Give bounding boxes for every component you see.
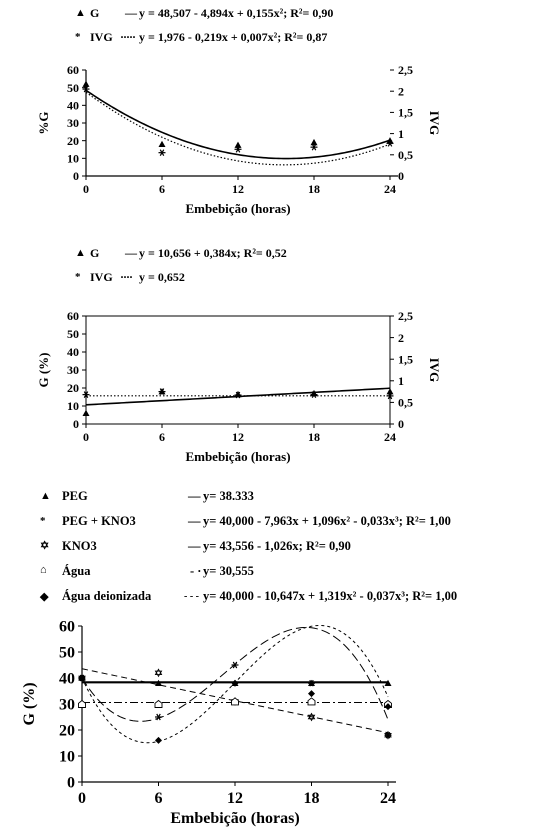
chart3-series--gua-point-shape (308, 698, 315, 705)
chart3-x-tick-label: 6 (154, 790, 163, 807)
legend-series-name: G (90, 246, 100, 260)
chart1-y-tick-label: 60 (67, 63, 79, 78)
chart1-y-tick-label: 40 (67, 98, 79, 113)
legend-line-sample: ····· (120, 30, 136, 44)
chart2-y-tick-label: 50 (67, 327, 79, 342)
chart1-y2-tick-label: 2,5 (398, 63, 413, 78)
legend-series-name: Água (62, 564, 91, 578)
house-marker-icon: ⌂ (40, 564, 47, 576)
chart1-y-tick-label: 20 (67, 133, 79, 148)
legend-equation: y= 40,000 - 10,647x + 1,319x² - 0,037x³; R²= 1,00 (203, 589, 458, 603)
chart3-series--gua-point (232, 698, 239, 705)
chart1-y-tick-label: 0 (73, 169, 79, 184)
chart2-y-tick-label: 40 (67, 345, 79, 360)
chart1-x-tick-label: 0 (83, 182, 89, 196)
chart3-y-tick-label: 0 (67, 774, 75, 792)
chart2-series-g-point (83, 410, 90, 416)
legend-equation: y = 48,507 - 4,894x + 0,155x²; R²= 0,90 (139, 6, 334, 20)
chart1-series-g-point-shape (83, 81, 90, 87)
chart2-y2-tick-label: 0 (398, 417, 404, 432)
chart2-x-tick-label: 18 (308, 430, 320, 444)
legend-line-sample: — (188, 489, 201, 503)
chart1-x-tick-label: 24 (384, 182, 396, 196)
legend-line-sample: - - - (184, 591, 199, 602)
legend-equation: y= 38.333 (203, 489, 254, 503)
chart3-series--gua-deionizada-point-shape (155, 737, 162, 744)
chart2-y2-axis-label: IVG (427, 357, 442, 383)
chart3-series--gua-point (308, 698, 315, 705)
chart3-x-tick-label: 0 (78, 790, 86, 807)
chart3-series-peg-kno3-fit-line (82, 627, 388, 721)
chart1-series-g-point (159, 141, 166, 147)
chart2-y-tick-label: 60 (67, 309, 79, 324)
legend-series-name: IVG (90, 30, 113, 44)
legend-line-sample: - · (190, 564, 202, 578)
legend-line-sample: — (188, 514, 201, 528)
chart3-series-peg-kno3-point (232, 662, 239, 668)
chart2-x-axis-label: Embebição (horas) (185, 449, 291, 464)
chart2-y-axis-label: G (%) (36, 352, 51, 388)
legend-series-name: PEG (62, 489, 88, 503)
legend-series-name: IVG (90, 270, 113, 284)
chart3-series--gua-point (155, 701, 162, 708)
chart3-series--gua-deionizada-point-shape (308, 690, 315, 697)
chart2-x-tick-label: 12 (232, 430, 244, 444)
chart2-series-g-point-shape (83, 410, 90, 416)
chart1-y2-tick-label: 0 (398, 169, 404, 184)
chart3-x-axis-label: Embebição (horas) (170, 810, 300, 827)
chart1-x-axis-label: Embebição (horas) (185, 201, 291, 216)
chart1-series-g-point (311, 139, 318, 145)
chart2-y-tick-label: 0 (73, 417, 79, 432)
hexstar-marker-icon: ✡ (40, 540, 50, 552)
chart3-y-tick-label: 30 (59, 696, 75, 714)
chart1-series-g-point-shape (159, 141, 166, 147)
legend-equation: y = 0,652 (139, 270, 185, 284)
chart3-series--gua-deionizada-point (155, 737, 162, 744)
chart1-x-tick-label: 6 (159, 182, 165, 196)
chart2-x-tick-label: 6 (159, 430, 165, 444)
star-marker-icon: * (75, 271, 81, 283)
chart1-y2-tick-label: 2 (398, 84, 404, 99)
chart2-plot-frame (86, 316, 390, 424)
chart1-y-tick-label: 10 (67, 151, 79, 166)
triangle-marker-icon: ▲ (75, 7, 86, 19)
legend-equation: y= 40,000 - 7,963x + 1,096x² - 0,033x³; R²= 1,00 (203, 514, 451, 528)
chart3-series-kno3-point-shape (155, 669, 161, 676)
chart3-x-tick-label: 24 (380, 790, 396, 807)
chart2-y-tick-label: 10 (67, 399, 79, 414)
legend-line-sample: — (188, 539, 201, 553)
chart2-y-tick-label: 30 (67, 363, 79, 378)
triangle-marker-icon: ▲ (40, 490, 51, 502)
chart1-y-axis-label: %G (36, 111, 51, 135)
chart2-y2-tick-label: 1,5 (398, 352, 413, 367)
chart1-x-tick-label: 12 (232, 182, 244, 196)
chart2-x-tick-label: 24 (384, 430, 396, 444)
legend-equation: y= 30,555 (203, 564, 254, 578)
chart1-y2-tick-label: 1 (398, 126, 404, 141)
legend-equation: y = 10,656 + 0,384x; R²= 0,52 (139, 246, 287, 260)
legend-series-name: G (90, 6, 100, 20)
chart3-y-tick-label: 60 (59, 618, 75, 636)
chart3-y-tick-label: 20 (59, 722, 75, 740)
chart2-y2-tick-label: 0,5 (398, 395, 413, 410)
chart3-y-axis-label: G (%) (21, 682, 38, 726)
chart1-series-g-point-shape (311, 139, 318, 145)
chart3-series--gua-point (79, 701, 86, 708)
chart3-series-kno3-point (155, 669, 161, 676)
chart1-series-g-point-shape (235, 142, 242, 148)
chart1-y-tick-label: 50 (67, 80, 79, 95)
star-marker-icon: * (75, 31, 81, 43)
chart3-x-tick-label: 12 (227, 790, 243, 807)
chart2-y2-tick-label: 2 (398, 330, 404, 345)
chart3-series--gua-point-shape (155, 701, 162, 708)
chart1-series-g-point (235, 142, 242, 148)
chart2-y-tick-label: 20 (67, 381, 79, 396)
legend-series-name: KNO3 (62, 539, 97, 553)
chart2-x-tick-label: 0 (83, 430, 89, 444)
chart2-y2-tick-label: 1 (398, 374, 404, 388)
legend-equation: y = 1,976 - 0,219x + 0,007x²; R²= 0,87 (139, 30, 328, 44)
chart3-x-tick-label: 18 (303, 790, 320, 807)
chart1-y2-tick-label: 0,5 (398, 148, 413, 162)
chart1-x-tick-label: 18 (308, 182, 320, 196)
chart3-y-tick-label: 40 (59, 670, 75, 688)
legend-equation: y= 43,556 - 1,026x; R²= 0,90 (203, 539, 351, 553)
legend-line-sample: — (125, 6, 137, 20)
chart3-y-tick-label: 50 (59, 644, 75, 662)
chart1-series-ivg-point (159, 150, 166, 156)
chart3-series--gua-point-shape (232, 698, 239, 705)
chart1-y2-axis-label: IVG (427, 110, 442, 136)
star-marker-icon: * (40, 515, 46, 527)
chart3-y-tick-label: 10 (59, 748, 75, 766)
chart1-y2-tick-label: 1,5 (398, 105, 413, 120)
chart3-series--gua-deionizada-point (308, 690, 315, 697)
triangle-marker-icon: ▲ (75, 247, 86, 259)
legend-line-sample: — (125, 246, 137, 260)
chart2-y2-tick-label: 2,5 (398, 309, 413, 324)
chart3-series--gua-point-shape (79, 701, 86, 708)
legend-line-sample: ···· (120, 270, 133, 284)
legend-series-name: PEG + KNO3 (62, 514, 136, 528)
chart1-series-g-point (83, 81, 90, 87)
diamond-marker-icon: ◆ (40, 591, 49, 603)
legend-series-name: Água deionizada (62, 589, 152, 603)
chart1-y-tick-label: 30 (67, 116, 79, 131)
